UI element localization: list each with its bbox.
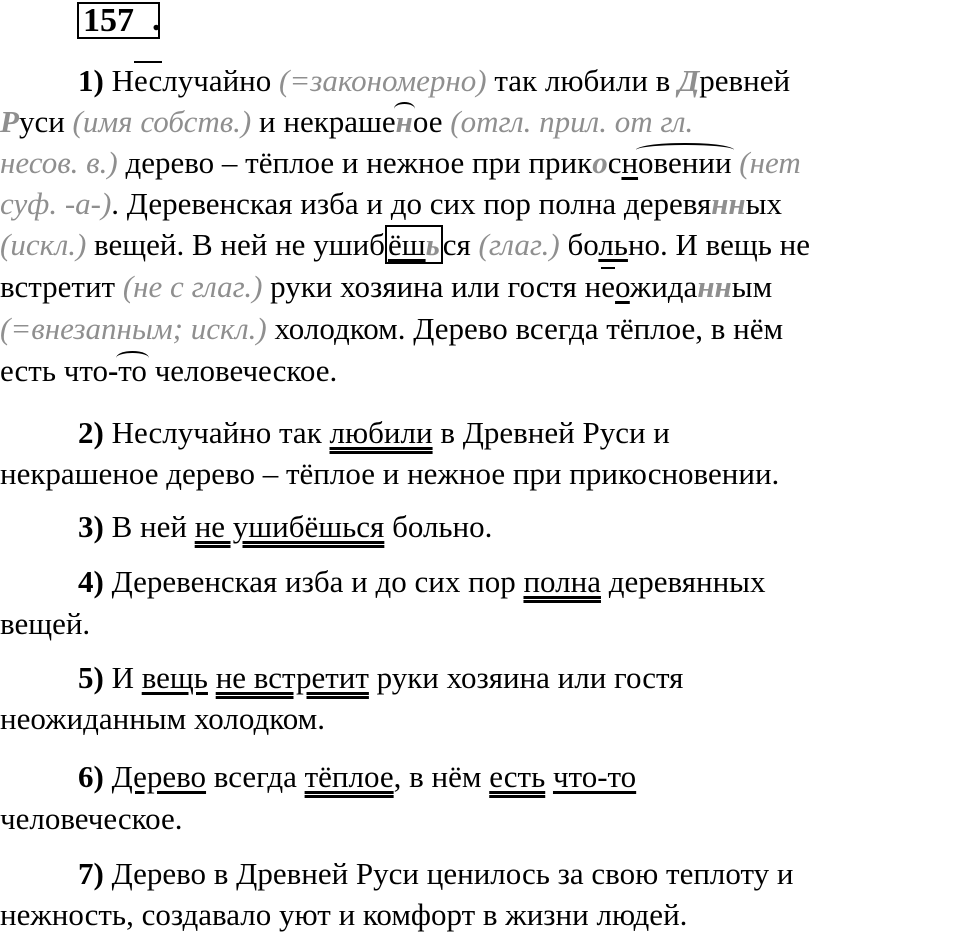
item2-line1 (78, 413, 670, 453)
text: и некраше (251, 104, 396, 139)
text: человеческое. (0, 801, 183, 836)
item1-line3 (0, 143, 801, 183)
predicate: не встретит (215, 660, 369, 695)
item-number: 5) (78, 660, 104, 695)
highlight-letter: Д (678, 63, 700, 98)
note: (отгл. прил. от гл. (450, 104, 694, 139)
item1-line5 (0, 225, 810, 265)
text: ым (731, 269, 773, 304)
subject: что-то (552, 759, 637, 794)
item-number: 4) (78, 564, 104, 599)
text: И (103, 660, 142, 695)
text: деревянных (600, 564, 766, 599)
suffix-mark: то (118, 351, 147, 391)
highlight-letters: нн (697, 269, 732, 304)
suffix-mark: н (396, 102, 413, 142)
text: с (607, 145, 622, 180)
suffix-mark: овении (638, 143, 731, 183)
text: Деревенская изба и до сих пор (103, 564, 524, 599)
highlight-letter: о (592, 145, 608, 180)
text: нежность, создавало уют и комфорт в жизни людей. (0, 897, 688, 932)
text: бо (559, 227, 599, 262)
highlight-letters: нн (711, 186, 746, 221)
text: , в нём (393, 759, 490, 794)
item7-line2 (0, 895, 687, 935)
note: (не с глаг.) (122, 269, 263, 304)
text (104, 759, 112, 794)
hyphen-mark: - (107, 353, 119, 388)
exercise-number: 157 (83, 2, 134, 39)
text: Н (103, 63, 134, 98)
text: но. И вещь не (627, 227, 810, 262)
text: так любили в (486, 63, 679, 98)
underlined-letters: ль (598, 227, 628, 262)
predicate: есть (489, 759, 546, 794)
text (208, 660, 216, 695)
item1-line6 (0, 267, 772, 307)
text: ся (442, 227, 479, 262)
item1-line2 (0, 102, 693, 142)
text: Дерево в Древней Руси ценилось за свою теплоту и (103, 856, 794, 891)
item-number: 7) (78, 856, 104, 891)
item6-line1 (78, 757, 636, 797)
text: ое (412, 104, 451, 139)
item2-line2 (0, 454, 779, 494)
highlight-letter: ь (425, 227, 440, 262)
note: (нет (731, 145, 801, 180)
prefix-mark: е (601, 269, 616, 304)
underlined-letter: о (615, 269, 630, 304)
text (545, 759, 553, 794)
note: (=закономерно) (279, 63, 487, 98)
text: некрашеное дерево – тёплое и нежное при прикосновении. (0, 456, 780, 491)
subject: Дерево (111, 759, 207, 794)
predicate: не ушибёшься (194, 509, 385, 544)
text: неожиданным холодком. (0, 701, 326, 736)
item-number: 1) (78, 63, 104, 98)
text: всегда (206, 759, 305, 794)
item-number: 6) (78, 759, 104, 794)
text: жида (629, 269, 698, 304)
text: руки хозяина или гостя н (262, 269, 602, 304)
text: уси (18, 104, 73, 139)
note: несов. в.) (0, 145, 118, 180)
item1-line4 (0, 184, 782, 224)
subject: вещь (141, 660, 208, 695)
text: есть что (0, 353, 108, 388)
predicate: любили (329, 415, 433, 450)
text: ых (745, 186, 782, 221)
underlined-letter: н (621, 145, 639, 180)
text: ревней (699, 63, 791, 98)
text: в Древней Руси и (432, 415, 670, 450)
item6-line2 (0, 799, 183, 839)
text: больно. (384, 509, 493, 544)
ending-box (385, 225, 443, 264)
item1-line1 (78, 61, 790, 101)
note: (=внезапным; искл.) (0, 311, 267, 346)
text: холодком. Дерево всегда тёплое, в нём (266, 311, 784, 346)
text: руки хозяина или гостя (368, 660, 684, 695)
item-number: 3) (78, 509, 104, 544)
note: (глаг.) (478, 227, 560, 262)
predicate: тёплое (304, 759, 394, 794)
item1-line7 (0, 309, 783, 349)
note: суф. -а-) (0, 186, 112, 221)
text: дерево – тёплое и нежное при прик (117, 145, 593, 180)
text: встретит (0, 269, 123, 304)
item3-line1 (78, 507, 492, 547)
exercise-number-box (77, 2, 160, 39)
prefix-mark: ес (133, 63, 163, 98)
text: вещей. (0, 606, 91, 641)
note: (имя собств.) (72, 104, 252, 139)
item5-line2 (0, 699, 325, 739)
text: лучайно (162, 63, 280, 98)
exercise-number-dot: . (152, 1, 161, 38)
item4-line2 (0, 604, 90, 644)
item5-line1 (78, 658, 683, 698)
predicate: полна (523, 564, 601, 599)
item-number: 2) (78, 415, 104, 450)
text: Неслучайно так (103, 415, 330, 450)
text: человеческое. (146, 353, 338, 388)
item4-line1 (78, 562, 766, 602)
note: (искл.) (0, 227, 87, 262)
item7-line1 (78, 854, 793, 894)
text: вещей. В ней не ушиб (86, 227, 385, 262)
ending-text: ёш (387, 227, 426, 262)
text: . Деревенская изба и до сих пор полна деревя (111, 186, 712, 221)
text: В ней (103, 509, 195, 544)
item1-line8 (0, 351, 337, 391)
highlight-letter: Р (0, 104, 19, 139)
